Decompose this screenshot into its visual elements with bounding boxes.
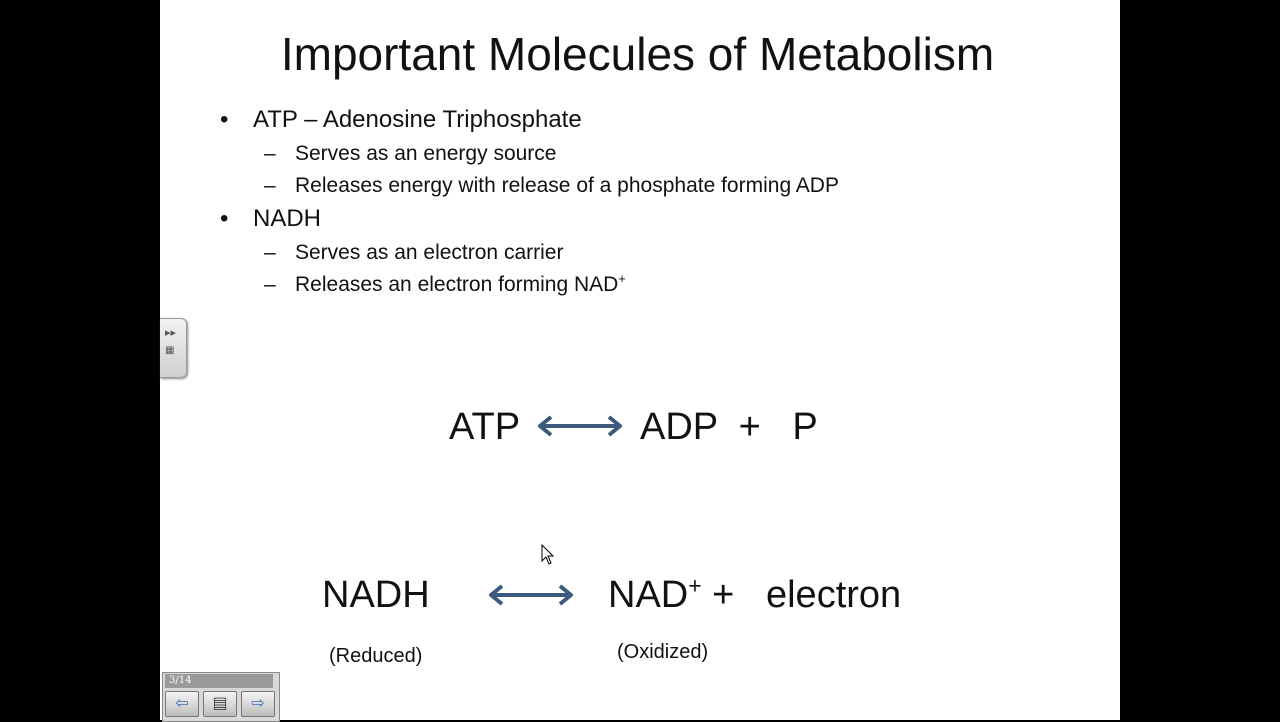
slide-title: Important Molecules of Metabolism bbox=[280, 28, 995, 80]
bullet-dot: • bbox=[220, 106, 229, 133]
previous-slide-button[interactable] bbox=[165, 691, 199, 717]
sub-bullet-text: Serves as an energy source bbox=[295, 142, 557, 165]
page-list-icon: ▤ bbox=[212, 695, 228, 712]
double-arrow-icon bbox=[486, 581, 576, 609]
keypad-grid-icon: ▦ bbox=[165, 345, 175, 356]
page-indicator: 3/14 bbox=[165, 674, 273, 688]
bullet-nadh-text: NADH bbox=[253, 205, 322, 232]
sub-bullet bbox=[264, 238, 564, 268]
bullet-atp bbox=[220, 104, 582, 136]
back-arrow-icon: ⇦ bbox=[175, 695, 189, 712]
sub-dash: – bbox=[264, 142, 276, 165]
sub-bullet-text: Releases an electron forming NAD bbox=[295, 273, 619, 296]
sub-dash: – bbox=[264, 241, 276, 264]
sub-dash: – bbox=[264, 273, 276, 296]
bullet-nadh bbox=[220, 203, 322, 235]
double-chevron-icon: ▸▸ bbox=[165, 327, 177, 339]
slide bbox=[160, 0, 1120, 720]
superscript-plus: + bbox=[618, 272, 626, 286]
sub-bullet bbox=[264, 270, 626, 300]
reduced-label: (Reduced) bbox=[329, 645, 423, 667]
mouse-cursor-icon bbox=[541, 544, 555, 566]
oxidized-label: (Oxidized) bbox=[617, 641, 709, 663]
sub-bullet bbox=[264, 171, 839, 201]
next-slide-button[interactable] bbox=[241, 691, 275, 717]
equation-nadh-left: NADH bbox=[322, 574, 430, 616]
slide-navigation bbox=[162, 672, 280, 722]
equation-rest: + electron bbox=[701, 574, 902, 616]
bullet-dot: • bbox=[220, 205, 229, 232]
double-arrow-icon bbox=[535, 412, 625, 440]
equation-atp-right: ADP + P bbox=[640, 406, 818, 448]
bullet-atp-text: ATP – Adenosine Triphosphate bbox=[253, 106, 582, 133]
superscript-plus: + bbox=[688, 572, 702, 599]
slide-index-button[interactable] bbox=[203, 691, 237, 717]
sub-bullet-text: Serves as an electron carrier bbox=[295, 241, 564, 264]
sub-bullet-text: Releases energy with release of a phosphate forming ADP bbox=[295, 174, 839, 197]
equation-nadh-right bbox=[608, 573, 901, 617]
side-panel-toggle[interactable] bbox=[160, 318, 187, 378]
sub-bullet bbox=[264, 139, 557, 169]
equation-atp-left: ATP bbox=[449, 406, 521, 448]
sub-dash: – bbox=[264, 174, 276, 197]
nad-text: NAD bbox=[608, 574, 689, 616]
forward-arrow-icon: ⇨ bbox=[251, 695, 265, 712]
